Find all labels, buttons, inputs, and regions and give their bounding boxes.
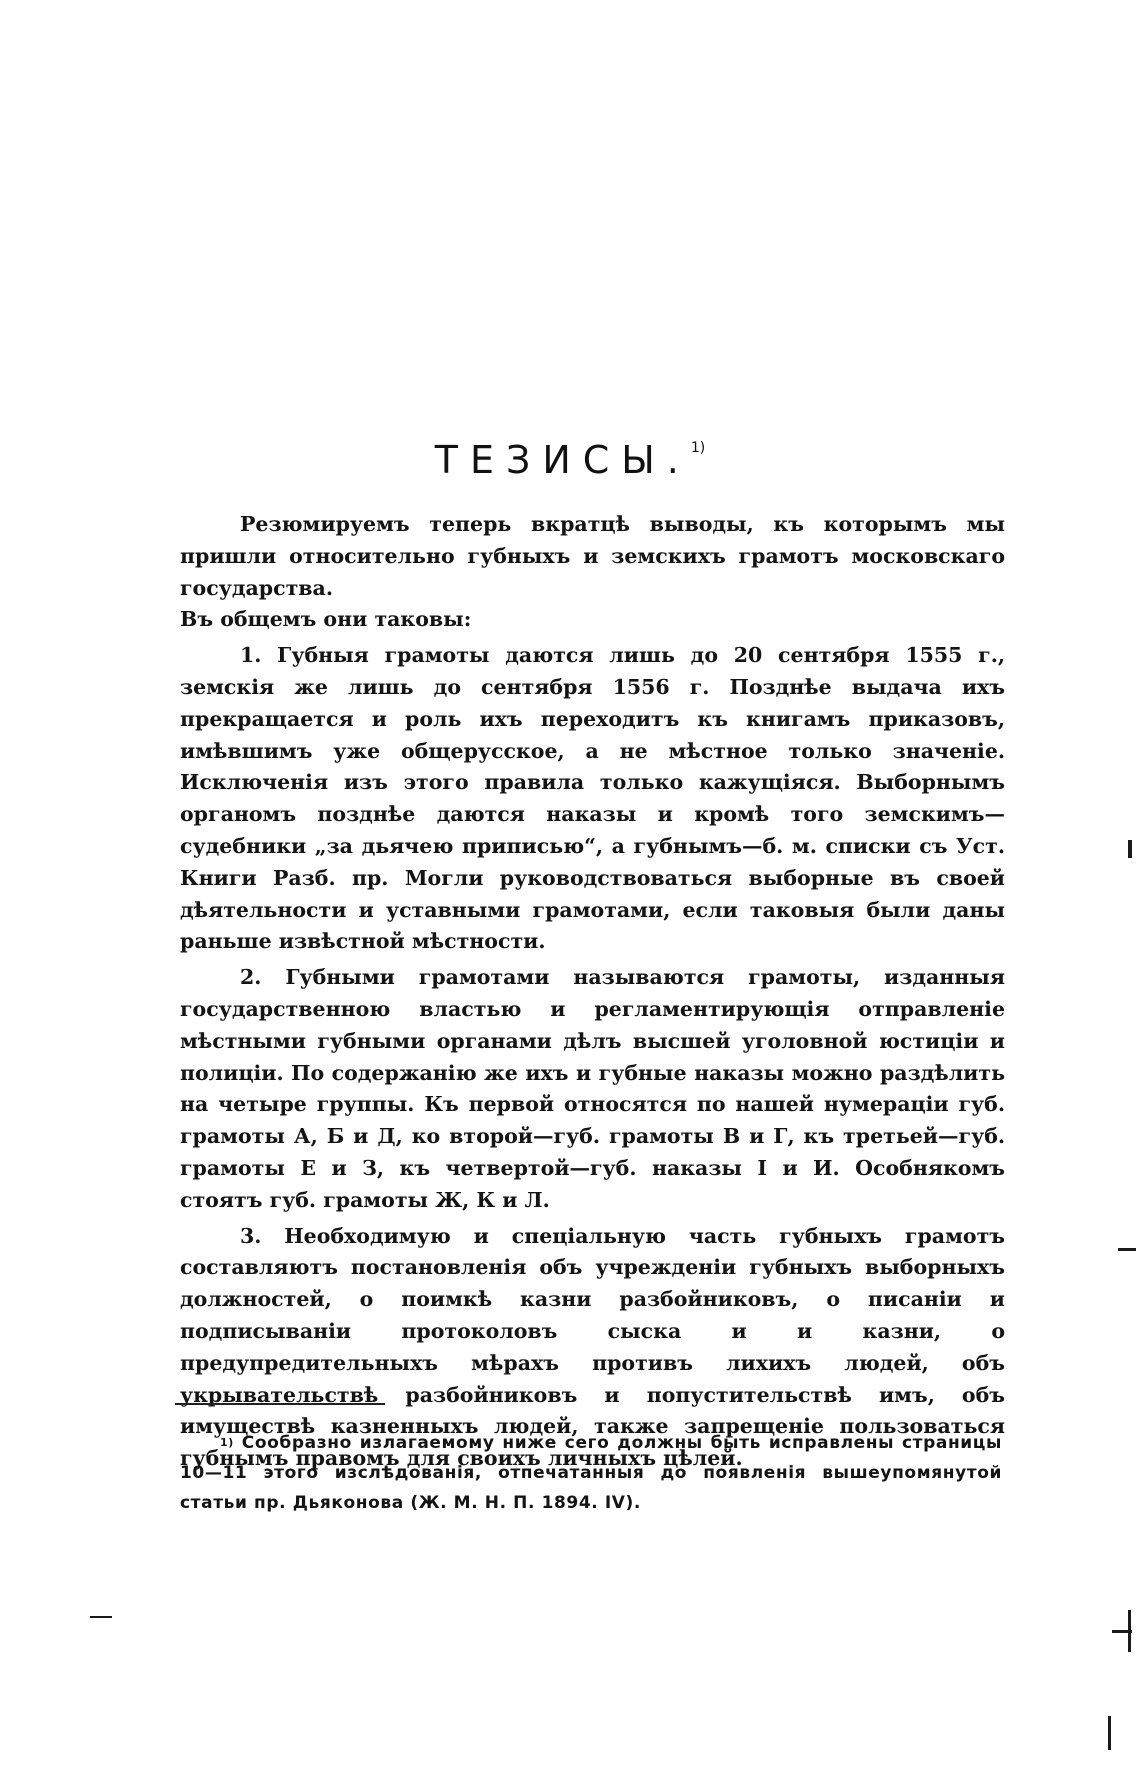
footnote-divider [175, 1403, 385, 1405]
scan-artifact-mark [1108, 1716, 1111, 1750]
footnote [180, 1428, 1002, 1518]
title-text: ТЕЗИСЫ. [434, 438, 691, 482]
scan-artifact-mark [1128, 840, 1132, 858]
intro-paragraph: Резюмируемъ теперь вкратцѣ выводы, къ которымъ мы пришли относительно губныхъ и земскихъ грамотъ московскаго государства. [180, 512, 1005, 600]
thesis-1: 1. Губныя грамоты даются лишь до 20 сентября 1555 г., земскія же лишь до сентября 1556 г. Позднѣе выдача ихъ прекращается и роль ихъ переходитъ къ книгамъ приказовъ, имѣвшимъ уже общерусское, а не мѣстное только значеніе. Исключенія изъ этого правила только кажущіяся. Выборнымъ органомъ позднѣе даются наказы и кромѣ того земскимъ—судебники „за дьячею приписью“, а губнымъ—б. м. списки съ Уст. Книги Разб. пр. Могли руководствоваться выборные въ своей дѣятельности и уставными грамотами, если таковыя были даны раньше извѣстной мѣстности. [180, 643, 1005, 954]
scan-artifact-mark [1118, 1248, 1136, 1251]
footnote-text: Сообразно излагаемому ниже сего должны быть исправлены страницы 10—11 этого изслѣдованія, отпечатанныя до появленія вышеупомянутой статьи пр. Дьяконова (Ж. М. Н. П. 1894. IV). [180, 1433, 1002, 1513]
page-title [0, 438, 1140, 482]
thesis-3: 3. Необходимую и спеціальную часть губныхъ грамотъ составляютъ постановленія объ учрежденіи губныхъ выборныхъ должностей, о поимкѣ казни разбойниковъ, о писаніи и подписываніи протоколовъ сыска и и казни, о предупредительныхъ мѣрахъ противъ лихихъ людей, объ укрывательствѣ разбойниковъ и попустительствѣ имъ, объ имуществѣ казненныхъ людей, также запрещеніе пользоваться губнымъ правомъ для своихъ личныхъ цѣлей. [180, 1223, 1005, 1471]
intro-paragraph-continued: Въ общемъ они таковы: [180, 607, 472, 632]
scan-artifact-mark [1128, 1610, 1131, 1652]
main-text [180, 509, 1005, 1475]
thesis-2: 2. Губными грамотами называются грамоты, изданныя государственною властью и регламентирующія отправленіе мѣстными губными органами дѣлъ высшей уголовной юстиціи и полиціи. По содержанію же ихъ и губные наказы можно раздѣлить на четыре группы. Къ первой относятся по нашей нумераціи губ. грамоты А, Б и Д, ко второй—губ. грамоты В и Г, къ третьей—губ. грамоты Е и З, къ четвертой—губ. наказы I и И. Особнякомъ стоятъ губ. грамоты Ж, К и Л. [180, 965, 1005, 1212]
title-footnote-ref: 1) [690, 440, 706, 456]
scan-artifact-mark [90, 1616, 112, 1618]
footnote-marker: 1) [220, 1436, 234, 1449]
